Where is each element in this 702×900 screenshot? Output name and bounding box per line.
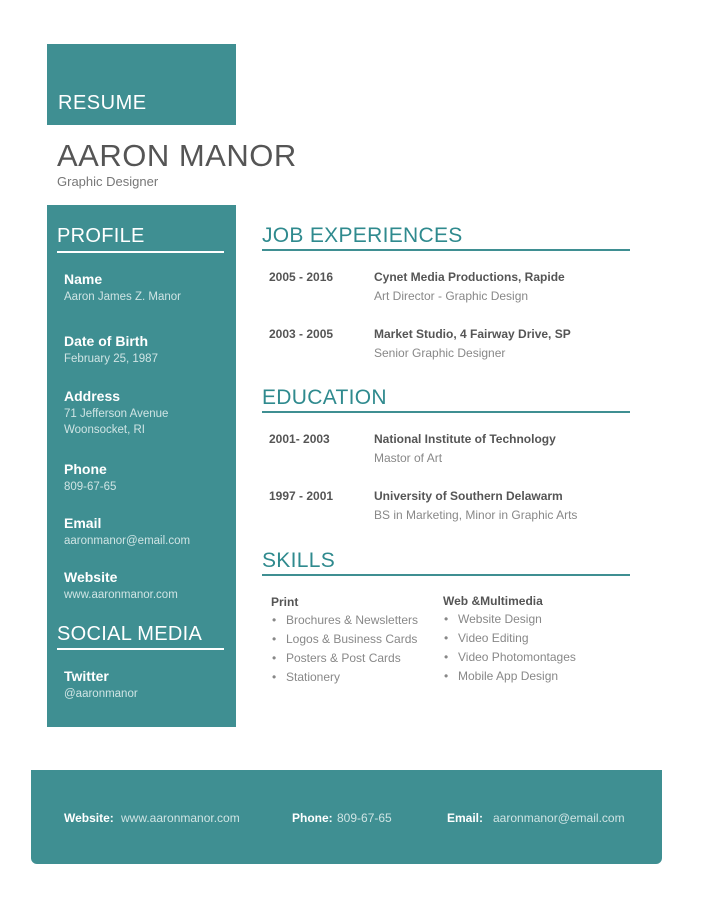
field-value-name: Aaron James Z. Manor bbox=[64, 291, 181, 303]
field-label-name: Name bbox=[64, 271, 103, 287]
field-label-dob: Date of Birth bbox=[64, 333, 148, 349]
education-school: National Institute of Technology bbox=[374, 432, 556, 446]
education-period: 2001- 2003 bbox=[269, 432, 330, 446]
skill-item: • Brochures & Newsletters bbox=[272, 611, 418, 630]
education-degree: BS in Marketing, Minor in Graphic Arts bbox=[374, 508, 578, 522]
education-divider bbox=[262, 411, 630, 413]
field-label-address: Address bbox=[64, 388, 121, 404]
field-value-dob: February 25, 1987 bbox=[64, 353, 158, 365]
field-value-address-line2: Woonsocket, RI bbox=[64, 424, 145, 436]
education-degree: Mastor of Art bbox=[374, 451, 443, 465]
footer-phone-label: Phone: bbox=[292, 811, 333, 825]
person-name: AARON MANOR bbox=[57, 138, 297, 173]
skills-divider bbox=[262, 574, 630, 576]
skill-item: • Logos & Business Cards bbox=[272, 630, 418, 649]
sidebar bbox=[47, 205, 236, 727]
field-label-website: Website bbox=[64, 569, 118, 585]
education-school: University of Southern Delawarm bbox=[374, 489, 563, 503]
job-role: Art Director - Graphic Design bbox=[374, 289, 529, 303]
skill-item: • Mobile App Design bbox=[444, 667, 576, 686]
resume-label: RESUME bbox=[58, 92, 147, 114]
social-value-twitter: @aaronmanor bbox=[64, 688, 138, 700]
footer-email-label: Email: bbox=[447, 811, 484, 825]
skills-print-list bbox=[272, 611, 418, 687]
skills-web-title: Web &Multimedia bbox=[443, 594, 543, 608]
profile-divider bbox=[57, 251, 224, 253]
education-heading: EDUCATION bbox=[262, 386, 387, 409]
job-title: Market Studio, 4 Fairway Drive, SP bbox=[374, 327, 571, 341]
skill-item: • Video Photomontages bbox=[444, 648, 576, 667]
field-label-phone: Phone bbox=[64, 461, 107, 477]
social-media-divider bbox=[57, 648, 224, 650]
skills-print-title: Print bbox=[271, 595, 299, 609]
social-media-heading: SOCIAL MEDIA bbox=[57, 623, 203, 645]
footer-website-label: Website: bbox=[64, 811, 114, 825]
footer-phone-value: 809-67-65 bbox=[337, 811, 392, 825]
footer-email-value: aaronmanor@email.com bbox=[493, 811, 625, 825]
job-title: Cynet Media Productions, Rapide bbox=[374, 270, 565, 284]
profile-heading: PROFILE bbox=[57, 225, 145, 247]
skill-item: • Stationery bbox=[272, 668, 418, 687]
job-experiences-heading: JOB EXPERIENCES bbox=[262, 224, 463, 247]
skills-web-list bbox=[444, 610, 576, 686]
social-label-twitter: Twitter bbox=[64, 668, 109, 684]
field-value-phone: 809-67-65 bbox=[64, 481, 117, 493]
field-value-website: www.aaronmanor.com bbox=[64, 589, 178, 601]
field-value-email: aaronmanor@email.com bbox=[64, 535, 191, 547]
field-label-email: Email bbox=[64, 515, 102, 531]
job-experiences-divider bbox=[262, 249, 630, 251]
skill-item: • Video Editing bbox=[444, 629, 576, 648]
job-role: Senior Graphic Designer bbox=[374, 346, 506, 360]
skill-item: • Posters & Post Cards bbox=[272, 649, 418, 668]
person-title: Graphic Designer bbox=[57, 174, 159, 189]
skills-heading: SKILLS bbox=[262, 549, 336, 572]
job-period: 2003 - 2005 bbox=[269, 327, 334, 341]
footer-bar bbox=[31, 770, 662, 864]
field-value-address-line1: 71 Jefferson Avenue bbox=[64, 408, 169, 420]
footer-website-value: www.aaronmanor.com bbox=[121, 811, 240, 825]
education-period: 1997 - 2001 bbox=[269, 489, 334, 503]
job-period: 2005 - 2016 bbox=[269, 270, 334, 284]
skill-item: • Website Design bbox=[444, 610, 576, 629]
